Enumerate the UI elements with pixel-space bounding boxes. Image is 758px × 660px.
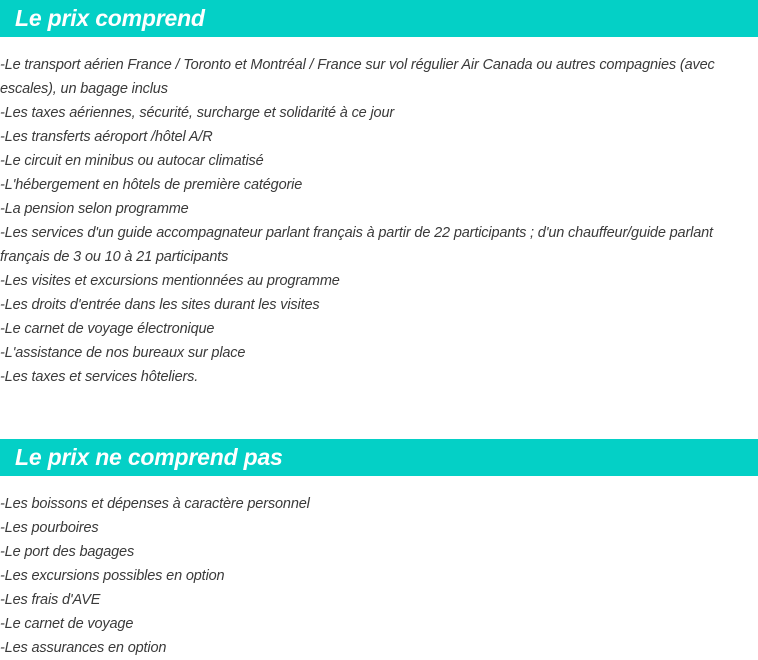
list-item: -Le port des bagages: [0, 544, 135, 560]
section-header-excluded: [0, 439, 758, 476]
list-item: -Les services d'un guide accompagnateur parlant français à partir de 22 participants ; d'un chauffeur/guide parlant français de 3 ou 10 à 21 participants: [0, 225, 713, 265]
list-item: -Les frais d'AVE: [0, 592, 101, 608]
list-item: -Les taxes aériennes, sécurité, surcharge et solidarité à ce jour: [0, 105, 395, 121]
list-item: -Le circuit en minibus ou autocar climatisé: [0, 153, 264, 169]
list-item: -Les transferts aéroport /hôtel A/R: [0, 129, 213, 145]
list-item: -La pension selon programme: [0, 201, 189, 217]
list-item: -Le transport aérien France / Toronto et Montréal / France sur vol régulier Air Canada ou autres compagnies (avec escales), un bagage inclus: [0, 57, 715, 97]
list-item: -Les taxes et services hôteliers.: [0, 369, 199, 385]
included-items-list: [0, 53, 740, 389]
list-item: -Les excursions possibles en option: [0, 568, 225, 584]
list-item: -Les visites et excursions mentionnées au programme: [0, 273, 340, 289]
list-item: -Les pourboires: [0, 520, 99, 536]
excluded-items-list: [0, 492, 740, 660]
list-item: -Les boissons et dépenses à caractère personnel: [0, 496, 310, 512]
list-item: -Les droits d'entrée dans les sites durant les visites: [0, 297, 320, 313]
list-item: -Les assurances en option: [0, 640, 167, 656]
section-title-included: Le prix comprend: [15, 5, 205, 31]
section-header-included: [0, 0, 758, 37]
section-title-excluded: Le prix ne comprend pas: [15, 444, 283, 470]
list-item: -Le carnet de voyage électronique: [0, 321, 215, 337]
list-item: -Le carnet de voyage: [0, 616, 134, 632]
list-item: -L'hébergement en hôtels de première catégorie: [0, 177, 303, 193]
list-item: -L'assistance de nos bureaux sur place: [0, 345, 246, 361]
